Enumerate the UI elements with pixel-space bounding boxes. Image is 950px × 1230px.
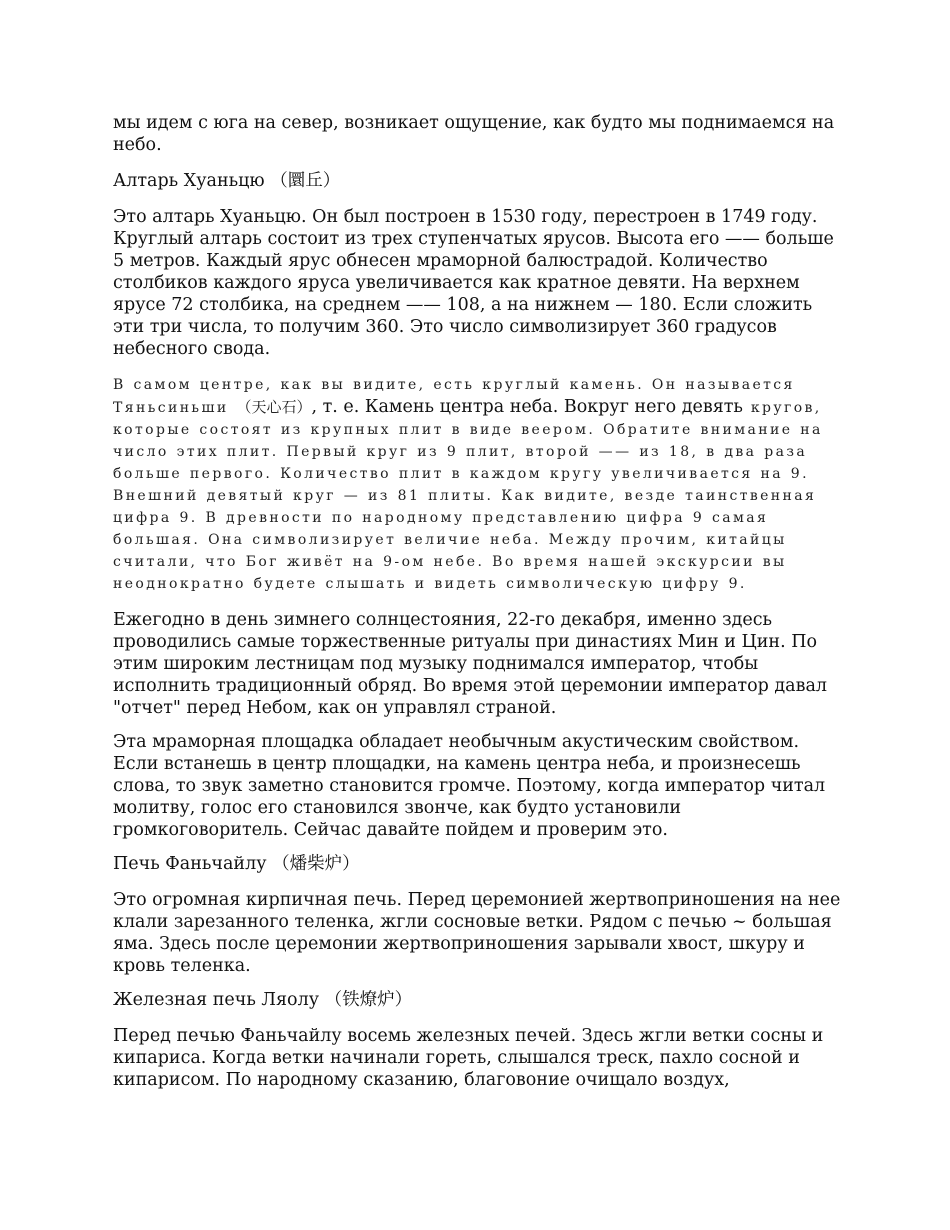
heart-stone-chinese-name: （天心石） bbox=[236, 398, 312, 416]
heading-fanchai-furnace: Печь Фаньчайлу （燔柴炉） bbox=[113, 854, 360, 874]
paragraph-brick-furnace: Это огромная кирпичная печь. Перед церемонией жертвоприношения на нее клали зарезанного теленка, жгли сосновые ветки. Рядом с печью ~ большая яма. Здесь после церемонии жертвоприношения зарывали хвост, шкуру и кровь теленка. bbox=[113, 890, 841, 976]
paragraph-winter-solstice: Ежегодно в день зимнего солнцестояния, 22-го декабря, именно здесь проводились самые торжественные ритуалы при династиях Мин и Цин. По этим широким лестницам под музыку поднимался император, чтобы исполнить традиционный обряд. Во время этой церемонии император давал "отчет" перед Небом, как он управлял страной. bbox=[113, 610, 828, 718]
paragraph-intro: мы идем с юга на север, возникает ощущение, как будто мы поднимаемся на небо. bbox=[113, 113, 835, 155]
paragraph-altar-description: Это алтарь Хуаньцю. Он был построен в 1530 году, перестроен в 1749 году. Круглый алтарь состоит из трех ступенчатых ярусов. Высота его —— больше 5 метров. Каждый ярус обнесен мраморной балюстрадой. Количество столбиков каждого яруса увеличивается как кратное девяти. На верхнем ярусе 72 столбика, на среднем —— 108, а на нижнем — 180. Если сложить эти три числа, то получим 360. Это число символизирует 360 градусов небесного свода. bbox=[113, 207, 834, 359]
heart-stone-text-rest: кругов, которые состоят из крупных плит в виде веером. Обратите внимание на число этих плит. Первый круг из 9 плит, второй —— из 18, в два раза больше первого. Количество плит в каждом кругу увеличивается на 9. Внешний девятый круг — из 81 плиты. Как видите, везде таинственная цифра 9. В древности по народному представлению цифра 9 самая большая. Она символизирует величие неба. Между прочим, китайцы считали, что Бог живёт на 9-ом небе. Во время нашей экскурсии вы неоднократно будете слышать и видеть символическую цифру 9. bbox=[113, 400, 823, 592]
heart-stone-text-start: В самом центре, как вы видите, есть круглый камень. Он называется Тяньсиньши bbox=[113, 377, 795, 416]
heading-huanqiu-altar: Алтарь Хуаньцю （圜丘） bbox=[113, 171, 341, 191]
heading-liaolu-iron-furnace: Железная печь Ляолу （铁燎炉） bbox=[113, 990, 413, 1010]
paragraph-iron-furnaces: Перед печью Фаньчайлу восемь железных печей. Здесь жгли ветки сосны и кипариса. Когда ветки начинали гореть, слышался треск, пахло сосной и кипарисом. По народному сказанию, благовоние очищало воздух, bbox=[113, 1026, 824, 1090]
heart-stone-text-highlight: , т. е. Камень центра неба. Вокруг него девять bbox=[311, 397, 743, 417]
document-body bbox=[113, 112, 841, 1091]
paragraph-acoustics: Эта мраморная площадка обладает необычным акустическим свойством. Если встанешь в центр площадки, на камень центра неба, и произнесешь слова, то звук заметно становится громче. Поэтому, когда император читал молитву, голос его становился звонче, как будто установили громкоговоритель. Сейчас давайте пойдем и проверим это. bbox=[113, 732, 826, 840]
paragraph-heart-of-heaven-stone bbox=[113, 374, 841, 595]
